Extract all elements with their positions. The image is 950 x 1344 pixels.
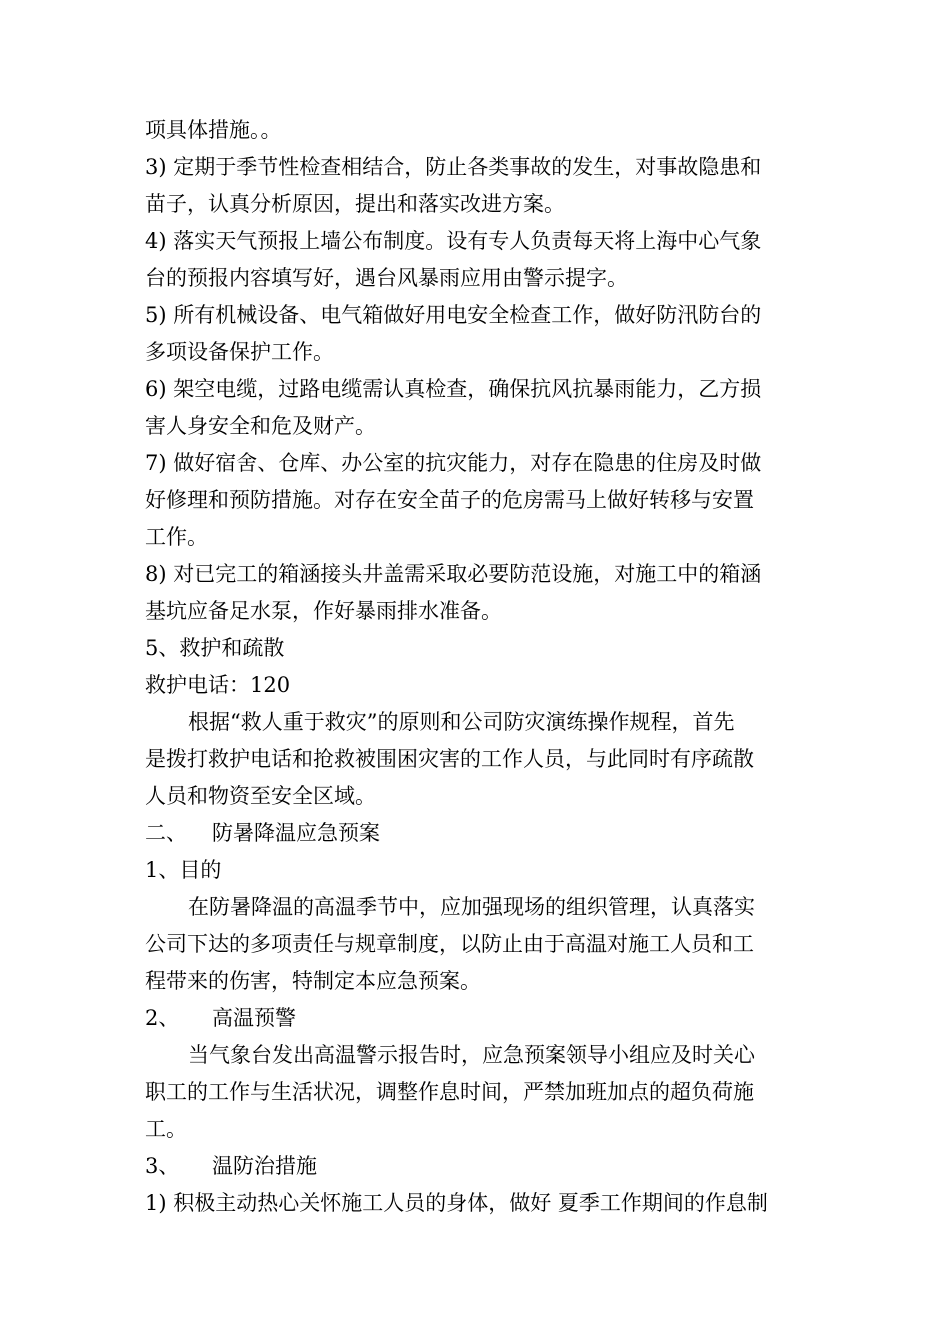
section-number: 3、 bbox=[145, 1154, 180, 1178]
text-line: 7) 做好宿舍、仓库、办公室的抗灾能力，对存在隐患的住房及时做 bbox=[145, 451, 762, 475]
text-line: 1) 积极主动热心关怀施工人员的身体，做好 夏季工作期间的作息制 bbox=[145, 1191, 768, 1215]
text-line: 3) 定期于季节性检查相结合，防止各类事故的发生，对事故隐患和 bbox=[145, 155, 762, 179]
text-line: 人员和物资至安全区域。 bbox=[145, 784, 376, 808]
paragraph-first-line: 当气象台发出高温警示报告时，应急预案领导小组应及时关心 bbox=[188, 1043, 755, 1067]
text-line: 公司下达的多项责任与规章制度，以防止由于高温对施工人员和工 bbox=[145, 932, 754, 956]
section-number: 二、 bbox=[145, 821, 187, 845]
text-line: 多项设备保护工作。 bbox=[145, 340, 334, 364]
text-line: 台的预报内容填写好，遇台风暴雨应用由警示提字。 bbox=[145, 266, 628, 290]
text-line: 程带来的伤害，特制定本应急预案。 bbox=[145, 969, 481, 993]
paragraph-first-line: 在防暑降温的高温季节中，应加强现场的组织管理，认真落实 bbox=[188, 895, 755, 919]
section-number: 2、 bbox=[145, 1006, 180, 1030]
text-line: 工。 bbox=[145, 1117, 187, 1141]
text-line: 救护电话：120 bbox=[145, 673, 291, 697]
paragraph-first-line: 根据“救人重于救灾”的原则和公司防灾演练操作规程，首先 bbox=[188, 710, 735, 734]
section-heading: 5、救护和疏散 bbox=[145, 636, 285, 660]
subsection-heading bbox=[145, 1004, 810, 1032]
text-line: 8) 对已完工的箱涵接头井盖需采取必要防范设施，对施工中的箱涵 bbox=[145, 562, 762, 586]
text-line: 4) 落实天气预报上墙公布制度。设有专人负责每天将上海中心气象 bbox=[145, 229, 762, 253]
text-line: 苗子，认真分析原因，提出和落实改进方案。 bbox=[145, 192, 565, 216]
section-title: 防暑降温应急预案 bbox=[212, 821, 380, 845]
text-line: 是拨打救护电话和抢救被围困灾害的工作人员，与此同时有序疏散 bbox=[145, 747, 754, 771]
text-line: 工作。 bbox=[145, 525, 208, 549]
text-line: 基坑应备足水泵，作好暴雨排水准备。 bbox=[145, 599, 502, 623]
text-line: 职工的工作与生活状况，调整作息时间，严禁加班加点的超负荷施 bbox=[145, 1080, 754, 1104]
section-title: 温防治措施 bbox=[212, 1154, 317, 1178]
subsection-heading bbox=[145, 1152, 810, 1180]
text-line: 害人身安全和危及财产。 bbox=[145, 414, 376, 438]
text-line: 6) 架空电缆，过路电缆需认真检查，确保抗风抗暴雨能力，乙方损 bbox=[145, 377, 762, 401]
section-heading bbox=[145, 819, 810, 847]
subsection-heading: 1、目的 bbox=[145, 858, 222, 882]
text-line: 好修理和预防措施。对存在安全苗子的危房需马上做好转移与安置 bbox=[145, 488, 754, 512]
section-title: 高温预警 bbox=[212, 1006, 296, 1030]
text-line: 5) 所有机械设备、电气箱做好用电安全检查工作，做好防汛防台的 bbox=[145, 303, 762, 327]
text-line: 项具体措施。。 bbox=[145, 118, 282, 142]
